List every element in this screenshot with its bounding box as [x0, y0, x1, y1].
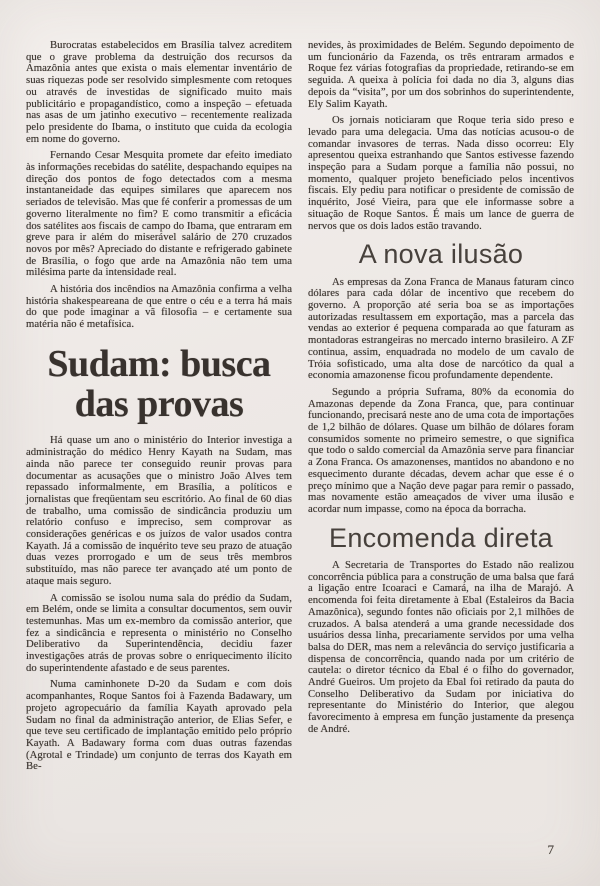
body-paragraph: Numa caminhonete D-20 da Sudam e com dois acompanhantes, Roque Santos foi à Fazenda Badawary, um projeto agropecuário da família Kayath aprovado pela Sudam no final da administração anterior, de Elias Sefer, e que teve seu certificado de implantação emitido pelo próprio Kayath. A Badawary forma com duas outras fazendas (Agrotal e Trindade) um conjunto de terras dos Kayath em Be-: [26, 678, 292, 773]
body-paragraph: Fernando Cesar Mesquita promete dar efeito imediato às informações recebidas do satélite, despachando equipes na direção dos pontos de fogo detectados com a mesma instantaneidade das equipes similares que aparecem nos seriados de televisão. Mas que fé conferir a promessas de um governo literalmente no fim? E como transmitir a eficácia dos satélites aos fiscais de campo do Ibama, que entraram em greve para ir além do miserável salário de 270 cruzados novos por mês? Apreciado do distante e refrigerado gabinete de Brasília, o fogo que arde na Amazônia não tem uma milésima parte da intensidade real.: [26, 149, 292, 279]
body-paragraph: A história dos incêndios na Amazônia confirma a velha história shakespeareana de que entre o céu e a terra há mais do que pode imaginar a vã filosofia – e certamente sua matéria não é metafísica.: [26, 283, 292, 331]
section-heading-nova-ilusao: A nova ilusão: [358, 239, 524, 270]
body-paragraph: Há quase um ano o ministério do Interior investiga a administração do médico Henry Kayath na Sudam, mas ainda não parece ter conseguido reunir provas para documentar as acusações que o ministro João Alves tem repassado informalmente, em Brasília, a políticos e jornalistas que freqüentam seu escritório. Ao final de 60 dias de trabalho, uma comissão de sindicância produziu um relatório confuso e impreciso, sem comprovar as considerações genéricas e os juízos de valor usados contra Kayath. Já a comissão de inquérito teve seu prazo de atuação duas vezes prorrogado e um de seus três membros substituído, mas não parece ter avançado até um ponto de ataque mais seguro.: [26, 434, 292, 587]
right-column: [308, 40, 574, 778]
body-paragraph: Os jornais noticiaram que Roque teria sido preso e levado para uma delegacia. Uma das notícias acusou-o de comandar invasores de terras. Nada disso ocorreu: Ely apresentou queixa estranhando que Santos estivesse fazendo inspeção para a Sudam porque a família não possui, no momento, qualquer projeto beneficiado pelos incentivos fiscais. Ely pediu para notificar o presidente de comissão de inquérito, José Vieira, para que ele informasse sobre a situação de Roque Santos. É mais um lance de guerra de nervos que os dois lados estão travando.: [308, 114, 574, 232]
left-column: [26, 40, 292, 778]
body-paragraph: A comissão se isolou numa sala do prédio da Sudam, em Belém, onde se limita a consultar documentos, sem ouvir testemunhas. Mas um ex-membro da comissão anterior, que fez a sindicância e representa o ministério no Conselho Deliberativo da Superintendência, decidiu fazer investigações atrás de provas sobre o enriquecimento ilícito do superintendente afastado e de seus parentes.: [26, 591, 292, 674]
body-paragraph: A Secretaria de Transportes do Estado não realizou concorrência pública para a construção de uma balsa que fará a ligação entre Icoaraci e Camará, na ilha de Marajó. A encomenda foi feita diretamente à Ebal (Estaleiros da Bacia Amazônica), segundo fontes não oficiais por 2,1 milhões de cruzados. A balsa atenderá a uma grande necessidade dos usuários dessa linha, precariamente servidos por uma velha balsa do DER, mas nem a relevância do serviço justificaria a dispensa de concorrência, quando nada por um critério de cautela: o diretor técnico da Ebal é o filho do governador, André Gueiros. Um projeto da Ebal foi retirado da pauta do Conselho Deliberativo da Sudam por iniciativa do representante do Ministério do Interior, que alegou favorecimento à empresa em função justamente da presença de André.: [308, 559, 574, 735]
body-paragraph: Segundo a própria Suframa, 80% da economia do Amazonas depende da Zona Franca, que, para continuar funcionando, precisará neste ano de uma cota de importações de 1,2 bilhão de dólares. Quase um bilhão de dólares foram consumidos somente no primeiro semestre, o que significa que todo o saldo comercial da Amazônia serve para financiar a Zona Franca. Os amazonenses, mantidos no abandono e no esquecimento durante décadas, devem achar que esse é o preço mínimo que a Nação deve pagar para remir o passado, mas novamente estão ameaçados de viver uma ilusão e acordar num impasse, como na época da borracha.: [308, 385, 574, 515]
page-number: 7: [547, 842, 554, 857]
article-headline: Sudam: busca das provas: [47, 342, 271, 426]
body-paragraph: Burocratas estabelecidos em Brasília talvez acreditem que o grave problema da destruição dos recursos da Amazônia antes que exista o mais elementar inventário de suas riquezas pode ser resolvido simplesmente com retoques ou através de investidas de significado muito mais publicitário e propagandístico, como a inspeção – efetuada nas asas de um jatinho executivo – recentemente realizada pelo presidente do Ibama, o instituto que cuida da ecologia em nome do governo.: [26, 39, 292, 145]
body-paragraph-continuation: nevides, às proximidades de Belém. Segundo depoimento de um funcionário da Fazenda, os três entraram armados e Roque fez várias fotografias da propriedade, retirando-se em seguida. A queixa à polícia foi dada no dia 3, alguns dias depois da “visita”, por um dos sobrinhos do superintendente, Ely Salim Kayath.: [308, 39, 574, 110]
body-paragraph: As empresas da Zona Franca de Manaus faturam cinco dólares para cada dólar de incentivo que recebem do governo. A proporção até seria boa se as importações autorizadas resultassem em exportação, mas a parcela das vendas ao exterior é pequena comparada ao que faturam as montadoras estrangeiras no mercado interno brasileiro. A ZF continua, assim, enquadrada no modelo de um cavalo de Tróia sofisticado, uma alta dose de narcótico da qual a economia amazonense ficou profundamente dependente.: [308, 275, 574, 382]
two-column-layout: [26, 40, 574, 778]
section-heading-encomenda-direta: Encomenda direta: [329, 522, 553, 553]
